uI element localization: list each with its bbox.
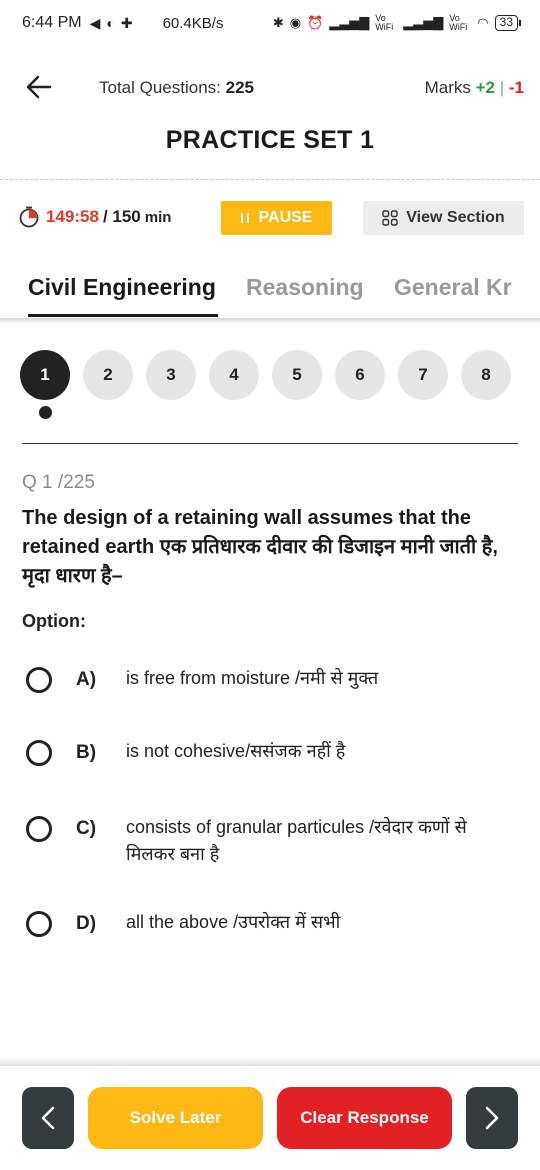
solve-later-button[interactable]: Solve Later — [88, 1087, 263, 1149]
question-number-button[interactable]: 4 — [209, 350, 259, 400]
question-number-button[interactable]: 6 — [335, 350, 385, 400]
time-unit: min — [144, 208, 172, 226]
quiz-header — [0, 66, 540, 110]
option-letter: C) — [76, 818, 97, 839]
radio-button[interactable] — [26, 816, 52, 842]
marks-positive: +2 — [475, 78, 495, 97]
option-letter: B) — [76, 742, 97, 763]
option-text: consists of granular particules /रवेदार कणों से मिलकर बना है — [126, 817, 467, 864]
dashed-divider — [0, 179, 540, 180]
bottom-action-bar — [0, 1066, 540, 1170]
alarm-icon: ⏰ — [307, 15, 324, 30]
next-question-button[interactable] — [466, 1087, 518, 1149]
marks-info — [425, 78, 524, 98]
tab-civil-engineering[interactable]: Civil Engineering — [28, 274, 216, 300]
pause-button[interactable] — [221, 201, 332, 235]
question-number-button[interactable]: 2 — [83, 350, 133, 400]
back-arrow-icon[interactable] — [26, 74, 52, 100]
total-questions-value: 225 — [225, 78, 254, 97]
marks-negative: -1 — [508, 78, 524, 97]
radio-button[interactable] — [26, 911, 52, 937]
battery-icon: 33 — [495, 15, 518, 31]
timer — [18, 206, 171, 228]
question-text: The design of a retaining wall assumes that the retained earth एक प्रतिधारक दीवार की डिजाइन मानी जाती है, मृदा धारण है– — [22, 507, 498, 587]
clear-response-button[interactable]: Clear Response — [277, 1087, 452, 1149]
signal-2-icon: ▂▃▅▇ — [403, 15, 444, 30]
option-letter: A) — [76, 669, 97, 690]
time-total: / 150 — [102, 207, 141, 226]
grid-icon — [382, 210, 398, 226]
question-navigator — [0, 350, 540, 400]
radio-button[interactable] — [26, 740, 52, 766]
pause-icon — [241, 213, 249, 223]
vowifi-1-label: Vo WiFi — [375, 13, 394, 32]
previous-question-button[interactable] — [22, 1087, 74, 1149]
status-time: 6:44 PM — [22, 14, 82, 31]
view-section-button[interactable] — [363, 201, 524, 235]
tabs-shadow — [0, 318, 540, 324]
question-divider — [22, 443, 518, 444]
status-bar — [0, 0, 540, 46]
tab-general-knowledge[interactable]: General Kr — [394, 274, 512, 300]
question-number-button[interactable]: 7 — [398, 350, 448, 400]
data-saver-icon: ◉ — [289, 15, 302, 30]
pause-button-label: PAUSE — [258, 209, 313, 226]
bottom-bar-shadow — [0, 1058, 540, 1066]
app-circle-icon: ◐ — [106, 15, 115, 31]
status-notification-icons — [90, 15, 133, 32]
option-text: is not cohesive/ससंजक नहीं है — [126, 741, 346, 761]
option-text: is free from moisture /नमी से मुक्त — [126, 668, 379, 688]
radio-button[interactable] — [26, 667, 52, 693]
question-number-button[interactable]: 1 — [20, 350, 70, 400]
total-questions-label: Total Questions: — [99, 78, 226, 97]
question-number-button[interactable]: 5 — [272, 350, 322, 400]
question-number-button[interactable]: 8 — [461, 350, 511, 400]
section-tabs — [0, 266, 540, 318]
question-number-button[interactable]: 3 — [146, 350, 196, 400]
total-questions — [99, 78, 254, 98]
time-remaining: 149:58 — [46, 207, 99, 226]
chevron-left-icon — [40, 1106, 56, 1130]
option-text: all the above /उपरोक्त में सभी — [126, 912, 341, 932]
status-system-icons — [273, 14, 518, 32]
bluetooth-icon: ✱ — [272, 15, 284, 30]
current-question-dot — [39, 406, 52, 419]
network-speed: 60.4KB/s — [162, 14, 224, 32]
page-title: PRACTICE SET 1 — [165, 126, 375, 154]
wifi-icon: ◠ — [477, 15, 489, 30]
tab-reasoning[interactable]: Reasoning — [246, 274, 364, 300]
game-controller-icon: ✚ — [120, 14, 133, 31]
options-header: Option: — [22, 611, 86, 631]
view-section-label: View Section — [406, 209, 505, 226]
marks-separator: | — [499, 78, 505, 97]
navigation-arrow-icon: ◀ — [89, 14, 101, 31]
signal-1-icon: ▂▃▅▇ — [329, 15, 370, 30]
timer-icon — [18, 206, 40, 228]
question-counter: Q 1 /225 — [22, 472, 95, 493]
option-letter: D) — [76, 913, 97, 934]
active-tab-indicator — [28, 314, 218, 317]
marks-label: Marks — [424, 78, 471, 97]
chevron-right-icon — [484, 1106, 500, 1130]
vowifi-2-label: Vo WiFi — [449, 13, 468, 32]
